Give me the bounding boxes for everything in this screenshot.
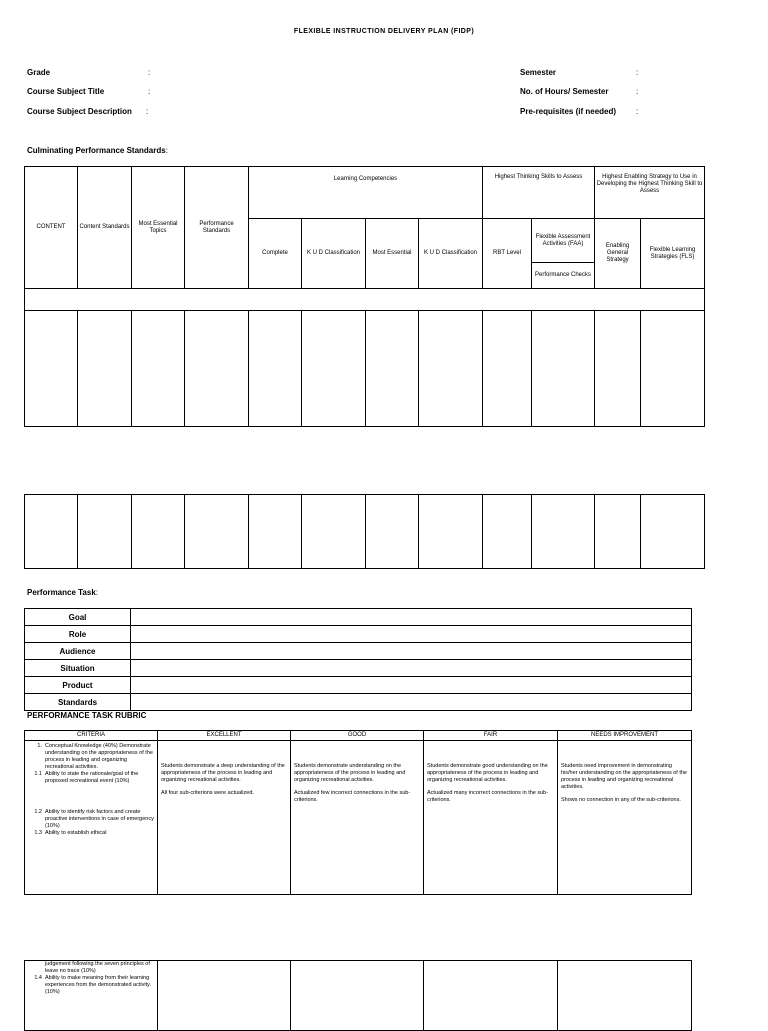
needs-improvement-cell: Students need improvement in demonstrating his/her understanding on the appropriateness of the process in leading and organizing recreational activities. Shows no connection in any of the sub-criterions.	[558, 741, 692, 895]
fidp-cell[interactable]	[25, 311, 78, 427]
prerequisites-colon: :	[636, 107, 639, 116]
criterion-item: 1.2 Ability to identify risk factors and create proactive interventions in case of emergency (10%)	[34, 809, 154, 829]
criterion-item: judgement following the seven principles of leave no trace (10%)	[45, 961, 150, 974]
rubric-table-continued	[24, 960, 692, 1031]
prerequisites-label: Pre-requisites (if needed)	[520, 107, 617, 116]
course-subject-title-label: Course Subject Title	[27, 87, 105, 96]
fidp-cell[interactable]	[532, 311, 595, 427]
semester-label: Semester	[520, 68, 557, 77]
performance-task-table	[24, 608, 692, 711]
needs-improvement-cell[interactable]	[558, 961, 692, 1031]
most-essential-header: Most Essential	[366, 219, 419, 289]
fidp-cell[interactable]	[132, 495, 185, 569]
highest-enabling-strategy-header: Highest Enabling Strategy to Use in Developing the Highest Thinking Skill to Assess	[595, 167, 705, 219]
needs-improvement-header: NEEDS IMPROVEMENT	[558, 731, 692, 741]
fair-header: FAIR	[424, 731, 558, 741]
highest-thinking-skills-header: Highest Thinking Skills to Assess	[483, 167, 595, 219]
fidp-cell[interactable]	[483, 311, 532, 427]
role-label: Role	[25, 626, 131, 643]
audience-label: Audience	[25, 643, 131, 660]
fair-cell[interactable]	[424, 961, 558, 1031]
rubric-table	[24, 730, 692, 895]
criterion-item: 1.3 Ability to establish ethical	[34, 830, 107, 836]
course-subject-description-label: Course Subject Description	[27, 107, 132, 116]
fidp-cell[interactable]	[25, 495, 78, 569]
fidp-cell[interactable]	[78, 311, 132, 427]
fidp-cell[interactable]	[78, 495, 132, 569]
fidp-cell[interactable]	[595, 495, 641, 569]
fidp-cell[interactable]	[302, 311, 366, 427]
fidp-cell[interactable]	[419, 495, 483, 569]
criterion-item: 1.4 Ability to make meaning from their learning experiences from the demonstrated activity. (10%)	[34, 975, 151, 995]
fidp-cell[interactable]	[595, 311, 641, 427]
course-subject-title-colon: :	[148, 87, 151, 96]
semester-colon: :	[636, 68, 639, 77]
situation-label: Situation	[25, 660, 131, 677]
fidp-table-continued	[24, 494, 705, 569]
enabling-general-strategy-header: Enabling General Strategy	[595, 219, 641, 289]
excellent-cell: Students demonstrate a deep understanding of the appropriateness of the process in leading and organizing recreational activities. All four sub-criterions were actualized.	[158, 741, 291, 895]
fls-header: Flexible Learning Strategies (FLS)	[641, 219, 705, 289]
product-field[interactable]	[131, 677, 692, 694]
fidp-cell[interactable]	[366, 311, 419, 427]
performance-task-label: Performance Task:	[27, 588, 99, 597]
grade-colon: :	[148, 68, 151, 77]
performance-standards-header: Performance Standards	[185, 167, 249, 289]
rubric-row	[25, 741, 692, 895]
fidp-cell[interactable]	[532, 495, 595, 569]
fidp-cell[interactable]	[249, 311, 302, 427]
excellent-header: EXCELLENT	[158, 731, 291, 741]
course-subject-description-colon: :	[146, 107, 149, 116]
document-title: FLEXIBLE INSTRUCTION DELIVERY PLAN (FIDP)	[293, 28, 475, 35]
situation-field[interactable]	[131, 660, 692, 677]
fidp-body-row	[25, 311, 705, 427]
fidp-cell[interactable]	[302, 495, 366, 569]
complete-header: Complete	[249, 219, 302, 289]
rubric-row	[25, 961, 692, 1031]
fidp-divider-row[interactable]	[25, 289, 705, 311]
criterion-item: 1.1 Ability to state the rationale/goal of the proposed recreational event (10%)	[34, 771, 139, 784]
culminating-standards-label: Culminating Performance Standards:	[27, 146, 168, 155]
fidp-cell[interactable]	[419, 311, 483, 427]
hours-per-semester-colon: :	[636, 87, 639, 96]
criteria-header: CRITERIA	[25, 731, 158, 741]
fidp-cell[interactable]	[185, 311, 249, 427]
audience-field[interactable]	[131, 643, 692, 660]
hours-per-semester-label: No. of Hours/ Semester	[520, 87, 609, 96]
goal-field[interactable]	[131, 609, 692, 626]
excellent-cell[interactable]	[158, 961, 291, 1031]
fidp-table	[24, 166, 705, 427]
good-cell[interactable]	[291, 961, 424, 1031]
role-field[interactable]	[131, 626, 692, 643]
criteria-cell	[25, 961, 158, 1031]
fidp-cell[interactable]	[249, 495, 302, 569]
goal-label: Goal	[25, 609, 131, 626]
fidp-cell[interactable]	[641, 311, 705, 427]
fidp-cell[interactable]	[185, 495, 249, 569]
kud-classification-header-1: K U D Classification	[302, 219, 366, 289]
fidp-cell[interactable]	[483, 495, 532, 569]
most-essential-topics-header: Most Essential Topics	[132, 167, 185, 289]
learning-competencies-header: Learning Competencies	[249, 167, 483, 219]
good-cell: Students demonstrate understanding on the appropriateness of the process in leading and organizing recreational activities. Actualized few incorrect connections in the sub-criterions.	[291, 741, 424, 895]
criteria-cell	[25, 741, 158, 895]
standards-label: Standards	[25, 694, 131, 711]
standards-field[interactable]	[131, 694, 692, 711]
fidp-cell[interactable]	[366, 495, 419, 569]
fidp-cell[interactable]	[132, 311, 185, 427]
grade-label: Grade	[27, 68, 51, 77]
fidp-cell[interactable]	[641, 495, 705, 569]
rbt-level-header: RBT Level	[483, 219, 532, 289]
fidp-body-row	[25, 495, 705, 569]
fair-cell: Students demonstrate good understanding on the appropriateness of the process in leading and organizing recreational activities. Actualized many incorrect connections in the sub-criterions.	[424, 741, 558, 895]
performance-checks-header: Performance Checks	[532, 263, 595, 289]
criterion-item: 1. Conceptual Knowledge (40%) Demonstrate understanding on the appropriateness of the process in leading and organizing recreational activities.	[37, 743, 153, 770]
product-label: Product	[25, 677, 131, 694]
good-header: GOOD	[291, 731, 424, 741]
rubric-title: PERFORMANCE TASK RUBRIC	[27, 711, 147, 720]
faa-header: Flexible Assessment Activities (FAA)	[532, 219, 595, 263]
content-standards-header: Content Standards	[78, 167, 132, 289]
content-header: CONTENT	[25, 167, 78, 289]
kud-classification-header-2: K U D Classification	[419, 219, 483, 289]
